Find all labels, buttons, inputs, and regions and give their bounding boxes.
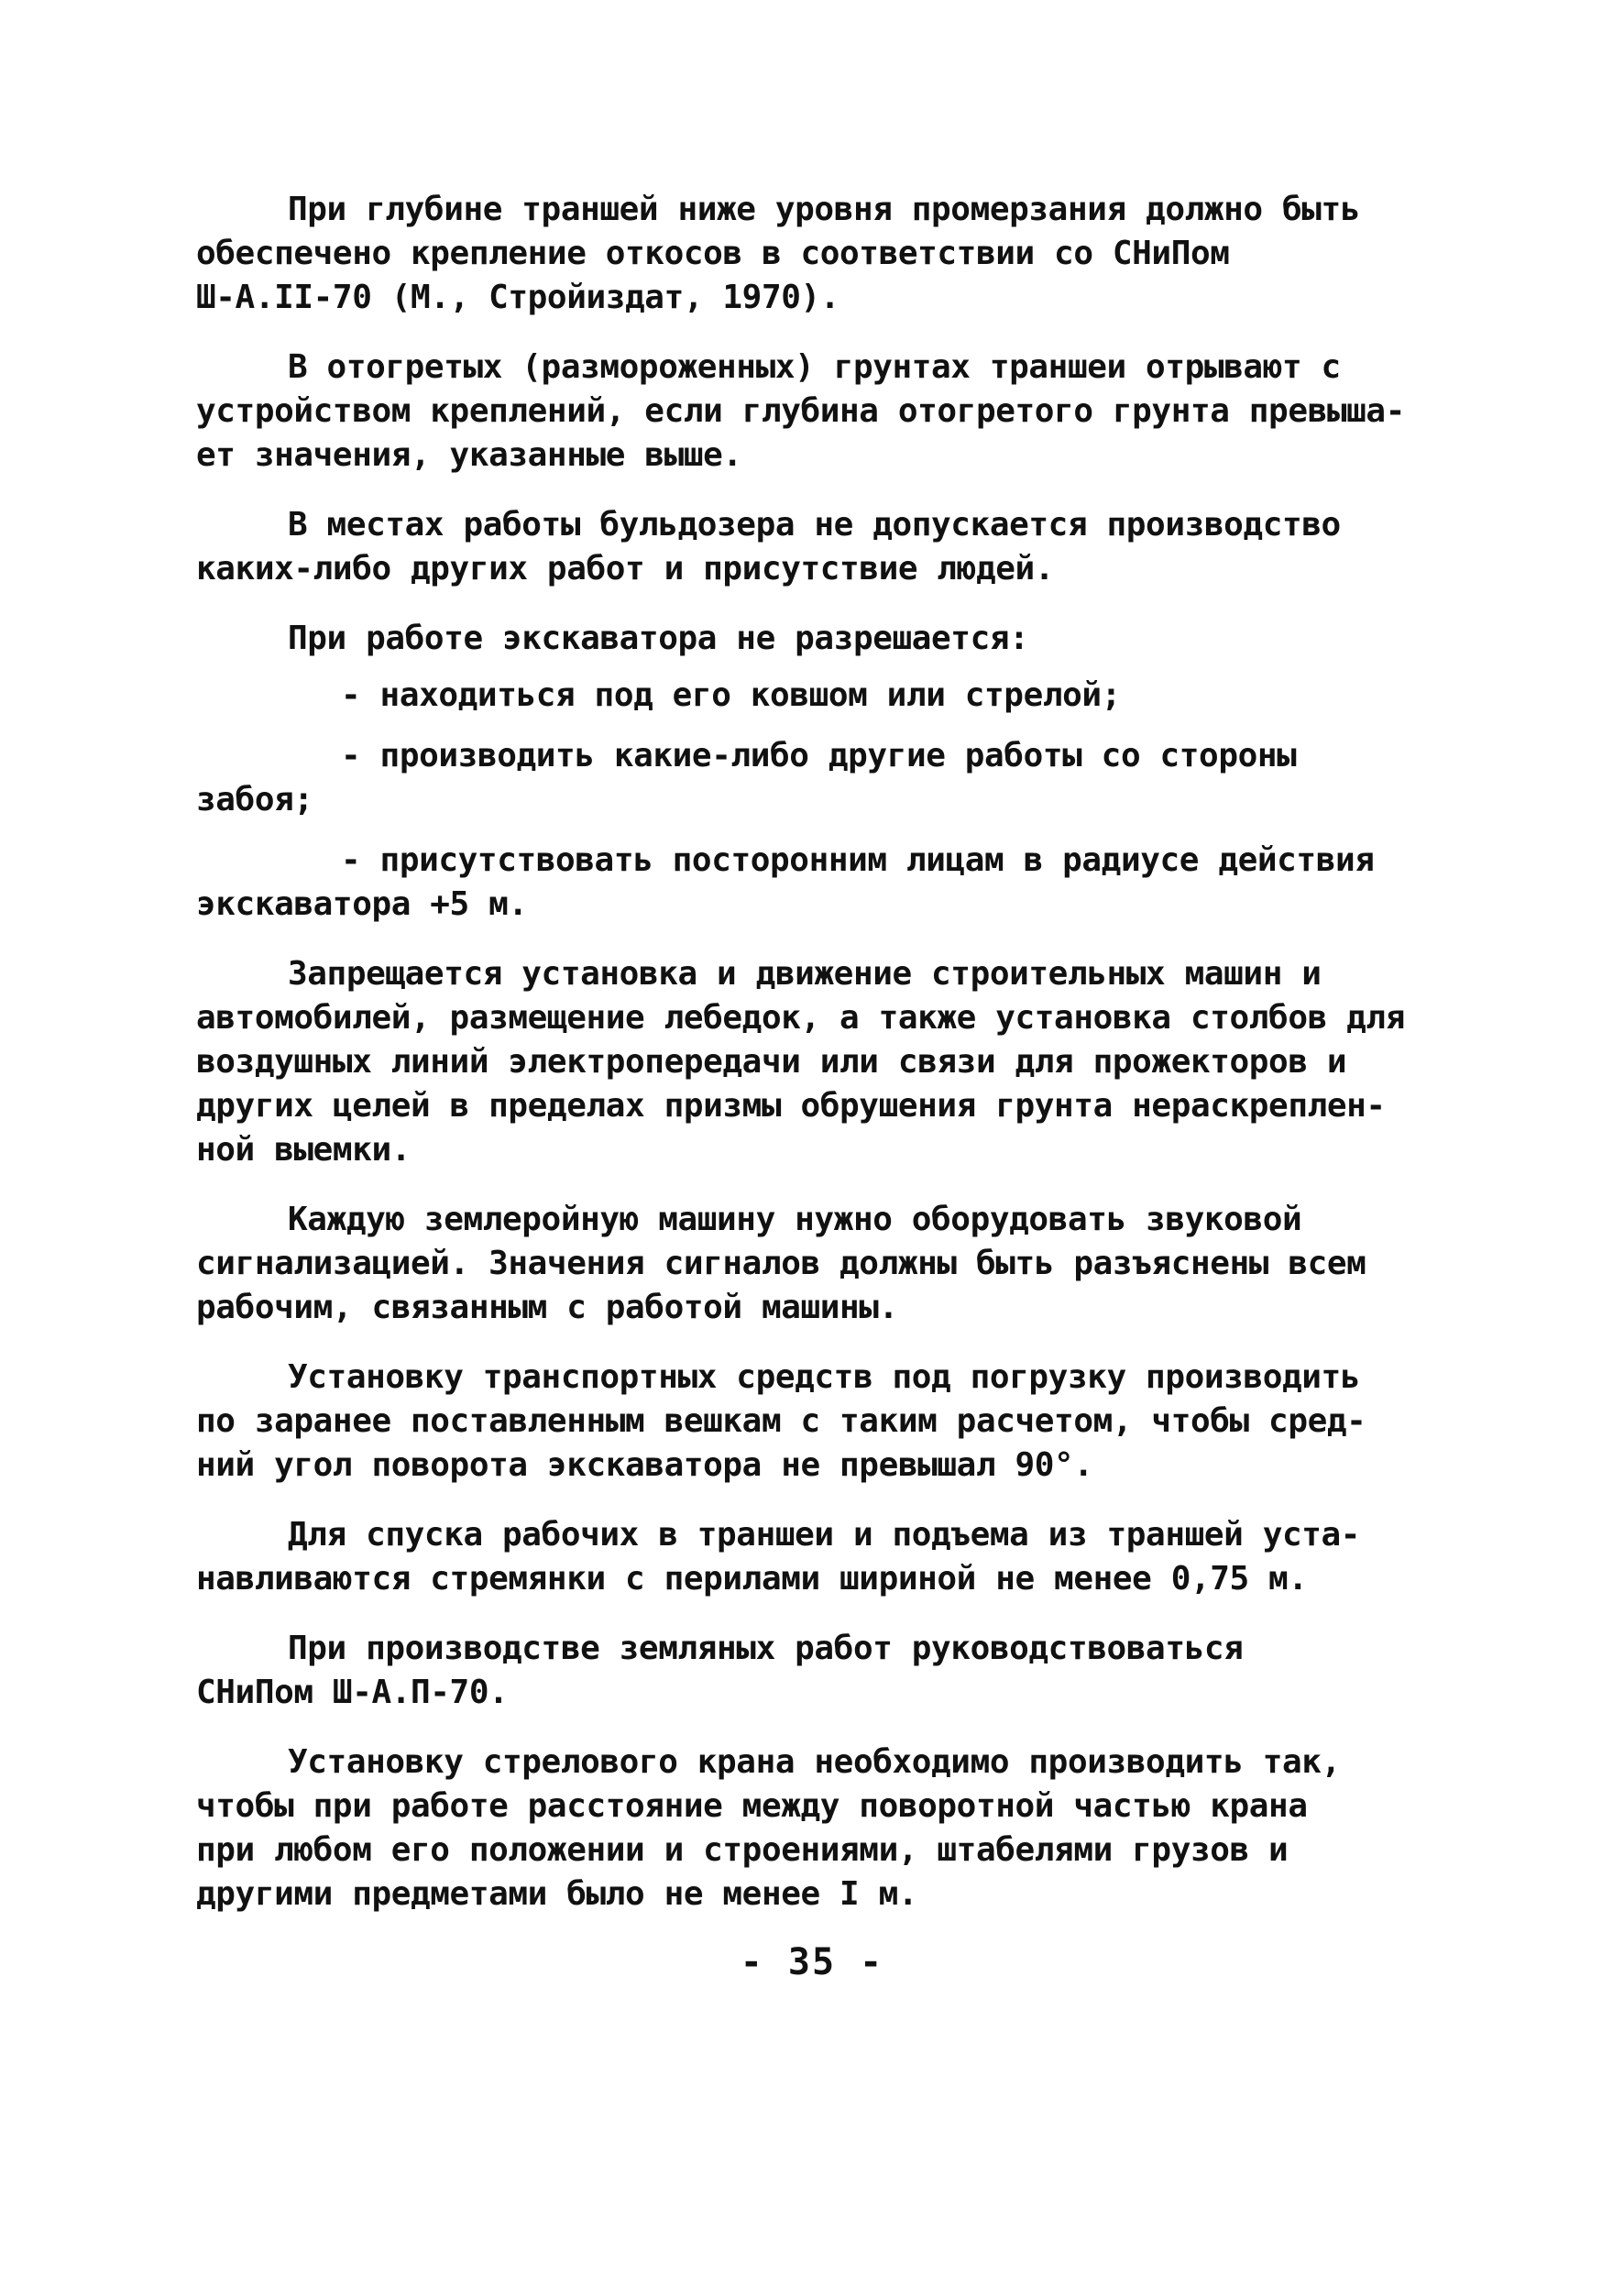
text-line: навливаются стремянки с перилами шириной не менее 0,75 м. (196, 1560, 1308, 1598)
text-line: - находиться под его ковшом или стрелой; (341, 676, 1121, 714)
text-line: каких-либо других работ и присутствие людей. (196, 550, 1055, 587)
text-line: СНиПом Ш-А.П-70. (196, 1674, 509, 1711)
list-item-excavator-1 (196, 674, 1351, 718)
paragraph-transport-loading (196, 1356, 1366, 1488)
text-line: при любом его положении и строениями, штабелями грузов и (196, 1831, 1289, 1869)
text-line: При работе экскаватора не разрешается: (288, 620, 1029, 657)
text-line: Каждую землеройную машину нужно оборудовать звуковой (288, 1201, 1302, 1238)
text-line: чтобы при работе расстояние между поворотной частью крана (196, 1787, 1308, 1825)
text-line: Ш-А.II-70 (М., Стройиздат, 1970). (196, 279, 840, 316)
text-line: другими предметами было не менее I м. (196, 1875, 918, 1913)
text-line: ной выемки. (196, 1131, 411, 1169)
paragraph-ladders (196, 1513, 1361, 1601)
text-line: В отогретых (размороженных) грунтах траншеи отрывают с (288, 348, 1341, 386)
text-line: При глубине траншей ниже уровня промерзания должно быть (288, 191, 1361, 228)
paragraph-prohibited-installation (196, 952, 1405, 1172)
list-item-excavator-3 (196, 839, 1375, 927)
paragraph-thawed-soil (196, 346, 1405, 478)
text-line: При производстве земляных работ руководствоваться (288, 1630, 1244, 1667)
paragraph-excavator-intro (196, 617, 1351, 661)
text-line: Запрещается установка и движение строительных машин и (288, 955, 1322, 993)
paragraph-bulldozer (196, 503, 1351, 591)
text-line: ет значения, указанные выше. (196, 436, 742, 474)
text-line: забоя; (196, 781, 313, 818)
text-line: В местах работы бульдозера не допускается производство (288, 506, 1341, 544)
text-line: Для спуска рабочих в траншеи и подъема из траншей уста- (288, 1516, 1361, 1554)
text-line: сигнализацией. Значения сигналов должны быть разъяснены всем (196, 1245, 1366, 1282)
text-line: других целей в пределах призмы обрушения грунта нераскреплен- (196, 1087, 1386, 1125)
text-line: рабочим, связанным с работой машины. (196, 1289, 898, 1326)
paragraph-sound-signals (196, 1198, 1366, 1330)
text-line: автомобилей, размещение лебедок, а также установка столбов для (196, 999, 1405, 1037)
text-line: воздушных линий электропередачи или связи для прожекторов и (196, 1043, 1347, 1081)
text-line: ний угол поворота экскаватора не превышал 90°. (196, 1446, 1093, 1484)
text-line: экскаватора +5 м. (196, 885, 528, 923)
paragraph-frost-depth (196, 188, 1361, 320)
document-body (196, 188, 1405, 1942)
text-line: обеспечено крепление откосов в соответствии со СНиПом (196, 235, 1230, 272)
page-number: - 35 - (740, 1941, 884, 1983)
paragraph-snip-reference (196, 1627, 1351, 1715)
text-line: - присутствовать посторонним лицам в радиусе действия (341, 841, 1375, 879)
paragraph-crane-installation (196, 1740, 1351, 1916)
text-line: - производить какие-либо другие работы со стороны (341, 737, 1297, 774)
text-line: Установку стрелового крана необходимо производить так, (288, 1743, 1341, 1781)
text-line: устройством креплений, если глубина отогретого грунта превыша- (196, 392, 1405, 430)
text-line: по заранее поставленным вешкам с таким расчетом, чтобы сред- (196, 1402, 1366, 1440)
list-item-excavator-2 (196, 734, 1351, 822)
text-line: Установку транспортных средств под погрузку производить (288, 1358, 1361, 1396)
